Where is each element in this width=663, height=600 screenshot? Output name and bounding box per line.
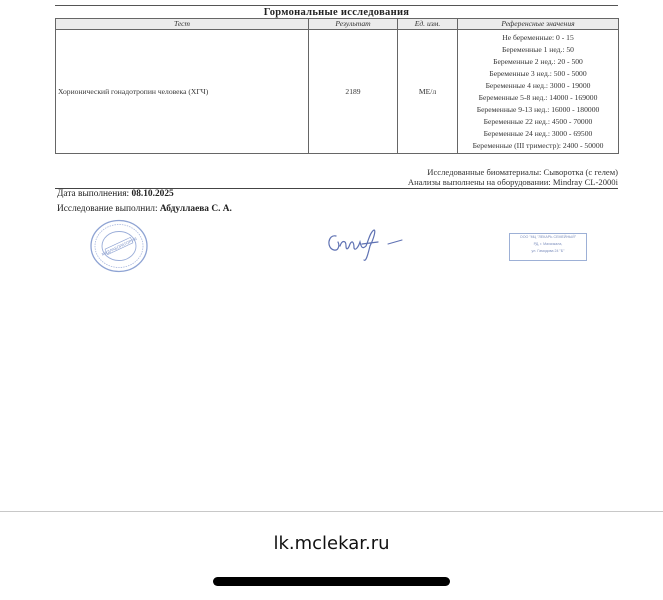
org-stamp-line: ул. Гамидова 24 "Б" [531,249,565,253]
org-stamp-line: ООО "МЦ "ЛЕКАРЬ СЕМЕЙНЫЙ" [519,235,577,239]
table-header-row [56,19,619,30]
performer-value: Абдуллаева С. А. [159,204,232,214]
signature-icon [322,222,417,264]
reference-line: Беременные 2 нед.: 20 - 500 [493,56,583,66]
browser-toolbar-divider [0,511,663,512]
reference-line: Беременные (III триместр): 2400 - 50000 [472,140,604,150]
reference-line: Беременные 5-8 нед.: 14000 - 169000 [478,92,598,102]
performer [57,204,232,214]
url-bar[interactable]: lk.mclekar.ru [273,533,390,554]
biomaterial-note: Исследованные биоматериалы: Сыворотка (с гелем) [427,167,618,177]
reference-values [458,30,619,154]
reference-line: Беременные 22 нед.: 4500 - 70000 [483,116,593,126]
date-value: 08.10.2025 [131,189,174,199]
header-reference: Референсные значения [458,19,619,30]
test-result: 2189 [309,30,398,154]
performer-label: Исследование выполнил: [57,204,158,214]
round-stamp-icon [89,219,149,273]
top-rule [55,5,618,6]
home-indicator[interactable] [213,577,450,586]
reference-line: Беременные 4 нед.: 3000 - 19000 [485,80,591,90]
header-unit: Ед. изм. [398,19,458,30]
org-stamp-line: РД, г. Махачкала, [533,242,563,246]
section-title: Гормональные исследования [263,7,410,18]
reference-line: Беременные 3 нед.: 500 - 5000 [489,68,587,78]
reference-line: Беременные 1 нед.: 50 [502,44,574,54]
test-unit: МЕ/л [398,30,458,154]
test-name: Хорионический гонадотропин человека (ХГЧ) [56,30,309,154]
organization-stamp [509,233,587,261]
reference-line: Беременные 24 нед.: 3000 - 69500 [483,128,593,138]
date-label: Дата выполнения: [57,189,130,199]
results-table [55,18,619,154]
equipment-note: Анализы выполнены на оборудовании: Mindray CL-2000i [407,177,618,187]
svg-text:МЕДЛАБОРАТОРИЯ: МЕДЛАБОРАТОРИЯ [100,236,138,257]
completion-date [57,189,174,199]
header-result: Результат [309,19,398,30]
header-test: Тест [56,19,309,30]
reference-line: Не беременные: 0 - 15 [502,32,574,42]
reference-line: Беременные 9-13 нед.: 16000 - 180000 [476,104,600,114]
table-row [56,30,619,154]
